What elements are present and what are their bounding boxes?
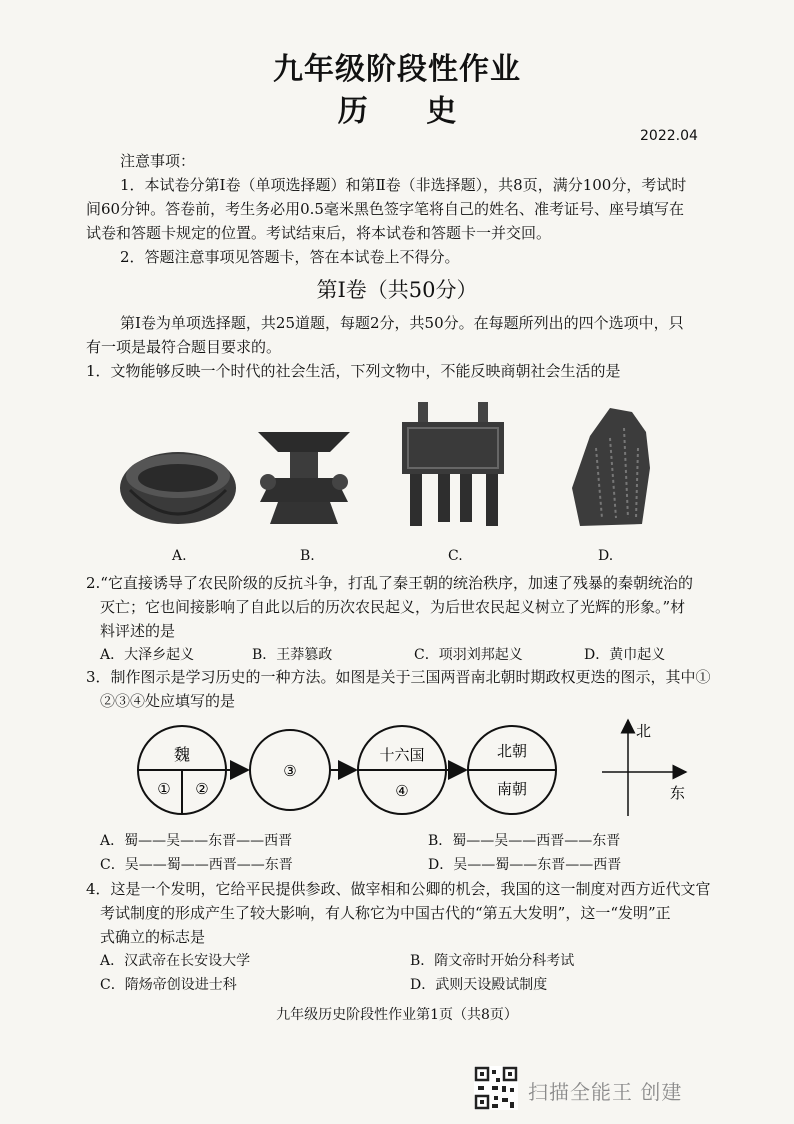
q3-option: C．吴——蜀——西晋——东晋: [100, 857, 293, 873]
q4-stem: 式确立的标志是: [100, 928, 206, 946]
notice-line: 1．本试卷分第Ⅰ卷（单项选择题）和第Ⅱ卷（非选择题），共8页，满分100分，考试时: [120, 176, 687, 194]
q1-option-label: C.: [448, 548, 463, 564]
q2-option: C．项羽刘邦起义: [414, 647, 523, 663]
qr-code-icon: [474, 1066, 518, 1110]
q2-option: D．黄巾起义: [584, 647, 666, 663]
square-ding-image: [402, 402, 504, 526]
q1-option-label: D.: [598, 548, 614, 564]
blank-3: ③: [283, 762, 297, 780]
scanner-watermark: 扫描全能王 创建: [528, 1080, 683, 1104]
q1-artifact-images: [110, 398, 710, 536]
q4-option: D．武则天设殿试制度: [410, 977, 548, 993]
section-title: 第Ⅰ卷（共50分）: [316, 278, 478, 302]
section-intro: 第Ⅰ卷为单项选择题，共25道题，每题2分，共50分。在每题所列出的四个选项中，只: [120, 314, 684, 332]
notice-line: 试卷和答题卡规定的位置。考试结束后，将本试卷和答题卡一并交回。: [86, 224, 552, 242]
q2-stem: 料评述的是: [100, 622, 176, 640]
blank-1: ①: [157, 780, 171, 798]
q4-stem: 考试制度的形成产生了较大影响，有人称它为中国古代的“第五大发明”，这一“发明”正: [100, 904, 671, 922]
blank-4: ④: [395, 782, 409, 800]
q3-stem: ②③④处应填写的是: [100, 692, 236, 710]
q2-option: A．大泽乡起义: [100, 647, 195, 663]
label-wei: 魏: [173, 745, 191, 764]
label-northern-dynasties: 北朝: [496, 742, 528, 760]
oracle-bone-image: [572, 408, 650, 526]
notice-line: 间60分钟。答卷前，考生务必用0.5毫米黑色签字笔将自己的姓名、准考证号、座号填写在: [86, 200, 684, 218]
blank-2: ②: [195, 780, 209, 798]
q4-option: A．汉武帝在长安设大学: [100, 953, 251, 969]
q3-option: A．蜀——吴——东晋——西晋: [100, 833, 293, 849]
q1-stem: 1．文物能够反映一个时代的社会生活，下列文物中，不能反映商朝社会生活的是: [86, 362, 621, 380]
east-label: 东: [670, 784, 686, 802]
q4-option: B．隋文帝时开始分科考试: [410, 953, 575, 969]
exam-date: 2022.04: [640, 128, 698, 144]
notice-line: 2．答题注意事项见答题卡，答在本试卷上不得分。: [120, 248, 460, 266]
q2-option: B．王莽篡政: [252, 647, 333, 663]
q1-option-label: B.: [300, 548, 315, 564]
north-label: 北: [636, 722, 652, 740]
exam-title: 九年级阶段性作业: [273, 52, 521, 87]
q2-stem: 2.“它直接诱导了农民阶级的反抗斗争，打乱了秦王朝的统治秩序，加速了残暴的秦朝统治的: [86, 574, 693, 592]
section-intro: 有一项是最符合题目要求的。: [86, 338, 282, 356]
bowl-artifact-image: [120, 452, 236, 524]
q4-option: C．隋炀帝创设进士科: [100, 977, 237, 993]
q3-option: D．吴——蜀——东晋——西晋: [428, 857, 622, 873]
label-sixteen-kingdoms: 十六国: [379, 746, 425, 764]
dynasty-diagram: [130, 712, 700, 822]
q3-option: B．蜀——吴——西晋——东晋: [428, 833, 621, 849]
q1-option-label: A.: [172, 548, 187, 564]
notice-heading: 注意事项：: [120, 152, 196, 170]
q3-stem: 3．制作图示是学习历史的一种方法。如图是关于三国两晋南北朝时期政权更迭的图示，其中①: [86, 668, 711, 686]
label-southern-dynasties: 南朝: [496, 780, 528, 798]
subject-title: 历 史: [337, 94, 481, 129]
page-footer: 九年级历史阶段性作业第1页（共8页）: [276, 1007, 518, 1023]
bronze-zun-image: [258, 432, 350, 524]
q2-stem: 灭亡；它也间接影响了自此以后的历次农民起义，为后世农民起义树立了光辉的形象。”材: [100, 598, 686, 616]
q4-stem: 4．这是一个发明，它给平民提供参政、做宰相和公卿的机会，我国的这一制度对西方近代文官: [86, 880, 711, 898]
